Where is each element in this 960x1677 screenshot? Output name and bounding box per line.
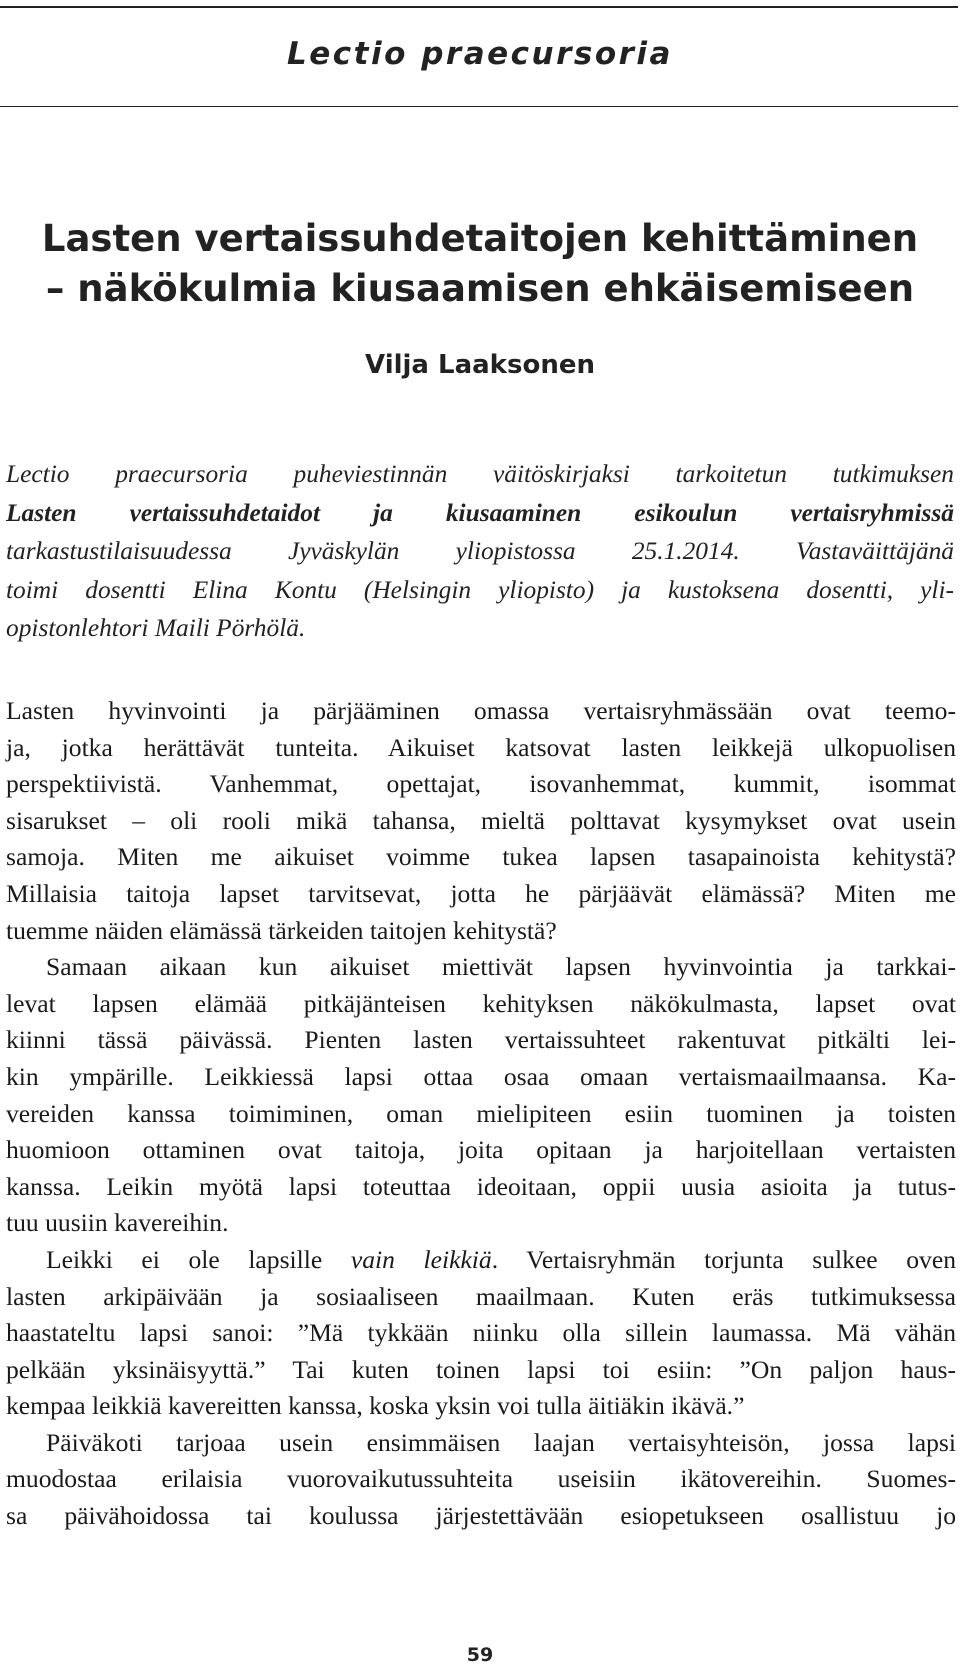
page-number: 59 [466,1644,494,1666]
paragraph-3 [6,1242,956,1425]
body-line: samoja. Miten me aikuiset voimme tukea lapsen tasapainoista kehitystä? [6,842,956,872]
lectio-line: opistonlehtori Maili Pörhölä. [6,614,306,642]
paragraph-2 [6,949,956,1242]
lectio-thesis-title: Lasten vertaissuhdetaidot ja kiusaaminen esikoulun vertaisryhmissä [6,498,954,527]
body-line: kanssa. Leikin myötä lapsi toteuttaa ideoitaan, oppii uusia asioita ja tutus- [6,1171,956,1201]
body-line: muodostaa erilaisia vuorovaikutussuhteita useisiin ikätovereihin. Suomes- [6,1464,956,1494]
article-title-line: Lasten vertaissuhdetaitojen kehittäminen [41,217,919,260]
body-text: . Vertaisryhmän torjunta sulkee oven [491,1244,957,1274]
body-text: Leikki ei ole lapsille [46,1244,351,1274]
body-line: haastateltu lapsi sanoi: ”Mä tykkään niinku olla sillein laumassa. Mä vähän [6,1318,956,1348]
lectio-line: Lectio praecursoria puheviestinnän väitöskirjaksi tarkoitetun tutkimuksen [6,460,954,488]
body-line: Päiväkoti tarjoaa usein ensimmäisen laajan vertaisyhteisön, jossa lapsi [46,1427,956,1457]
article-body [6,693,956,1535]
body-line: tuu uusiin kavereihin. [6,1208,229,1238]
paragraph-4 [6,1425,956,1535]
body-line: levat lapsen elämää pitkäjänteisen kehityksen näkökulmasta, lapset ovat [6,988,956,1018]
lectio-note [6,455,954,648]
body-line: kiinni tässä päivässä. Pienten lasten vertaissuhteet rakentuvat pitkälti lei- [6,1025,956,1055]
body-line: kin ympärille. Leikkiessä lapsi ottaa osaa omaan vertaismaailmaansa. Ka- [6,1061,956,1091]
lectio-line: toimi dosentti Elina Kontu (Helsingin yliopisto) ja kustoksena dosentti, yli- [6,575,954,604]
body-line: ja, jotka herättävät tunteita. Aikuiset katsovat lasten leikkejä ulkopuolisen [6,732,956,762]
section-header: Lectio praecursoria [287,36,673,72]
emphasis-text: vain leikkiä [350,1244,492,1274]
article-title-line: – näkökulmia kiusaamisen ehkäisemiseen [45,267,915,310]
article-title [0,214,960,314]
body-line: pelkään yksinäisyyttä.” Tai kuten toinen lapsi toi esiin: ”On paljon haus- [6,1354,956,1384]
body-line: Samaan aikaan kun aikuiset miettivät lapsen hyvinvointia ja tarkkai- [46,952,956,982]
paragraph-1 [6,693,956,949]
body-line: sa päivähoidossa tai koulussa järjestettävään esiopetukseen osallistuu jo [6,1501,956,1531]
body-line [6,1242,956,1279]
body-line: Millaisia taitoja lapset tarvitsevat, jotta he pärjäävät elämässä? Miten me [6,878,956,908]
article-author: Vilja Laaksonen [365,350,595,380]
body-line: Lasten hyvinvointi ja pärjääminen omassa vertaisryhmässään ovat teemo- [6,696,956,725]
body-line: perspektiivistä. Vanhemmat, opettajat, isovanhemmat, kummit, isommat [6,769,956,799]
body-line: vereiden kanssa toimiminen, oman mielipiteen esiin tuominen ja toisten [6,1098,956,1128]
body-line: tuemme näiden elämässä tärkeiden taitojen kehitystä? [6,915,557,945]
body-line: kempaa leikkiä kavereitten kanssa, koska yksin voi tulla äitiäkin ikävä.” [6,1391,745,1421]
header-top-rule [0,6,958,8]
header-bottom-rule [0,106,958,107]
body-line: sisarukset – oli rooli mikä tahansa, mieltä polttavat kysymykset ovat usein [6,805,956,835]
body-line: lasten arkipäivään ja sosiaaliseen maailmaan. Kuten eräs tutkimuksessa [6,1281,956,1311]
body-line: huomioon ottaminen ovat taitoja, joita opitaan ja harjoitellaan vertaisten [6,1135,956,1165]
lectio-line: tarkastustilaisuudessa Jyväskylän yliopistossa 25.1.2014. Vastaväittäjänä [6,537,954,565]
